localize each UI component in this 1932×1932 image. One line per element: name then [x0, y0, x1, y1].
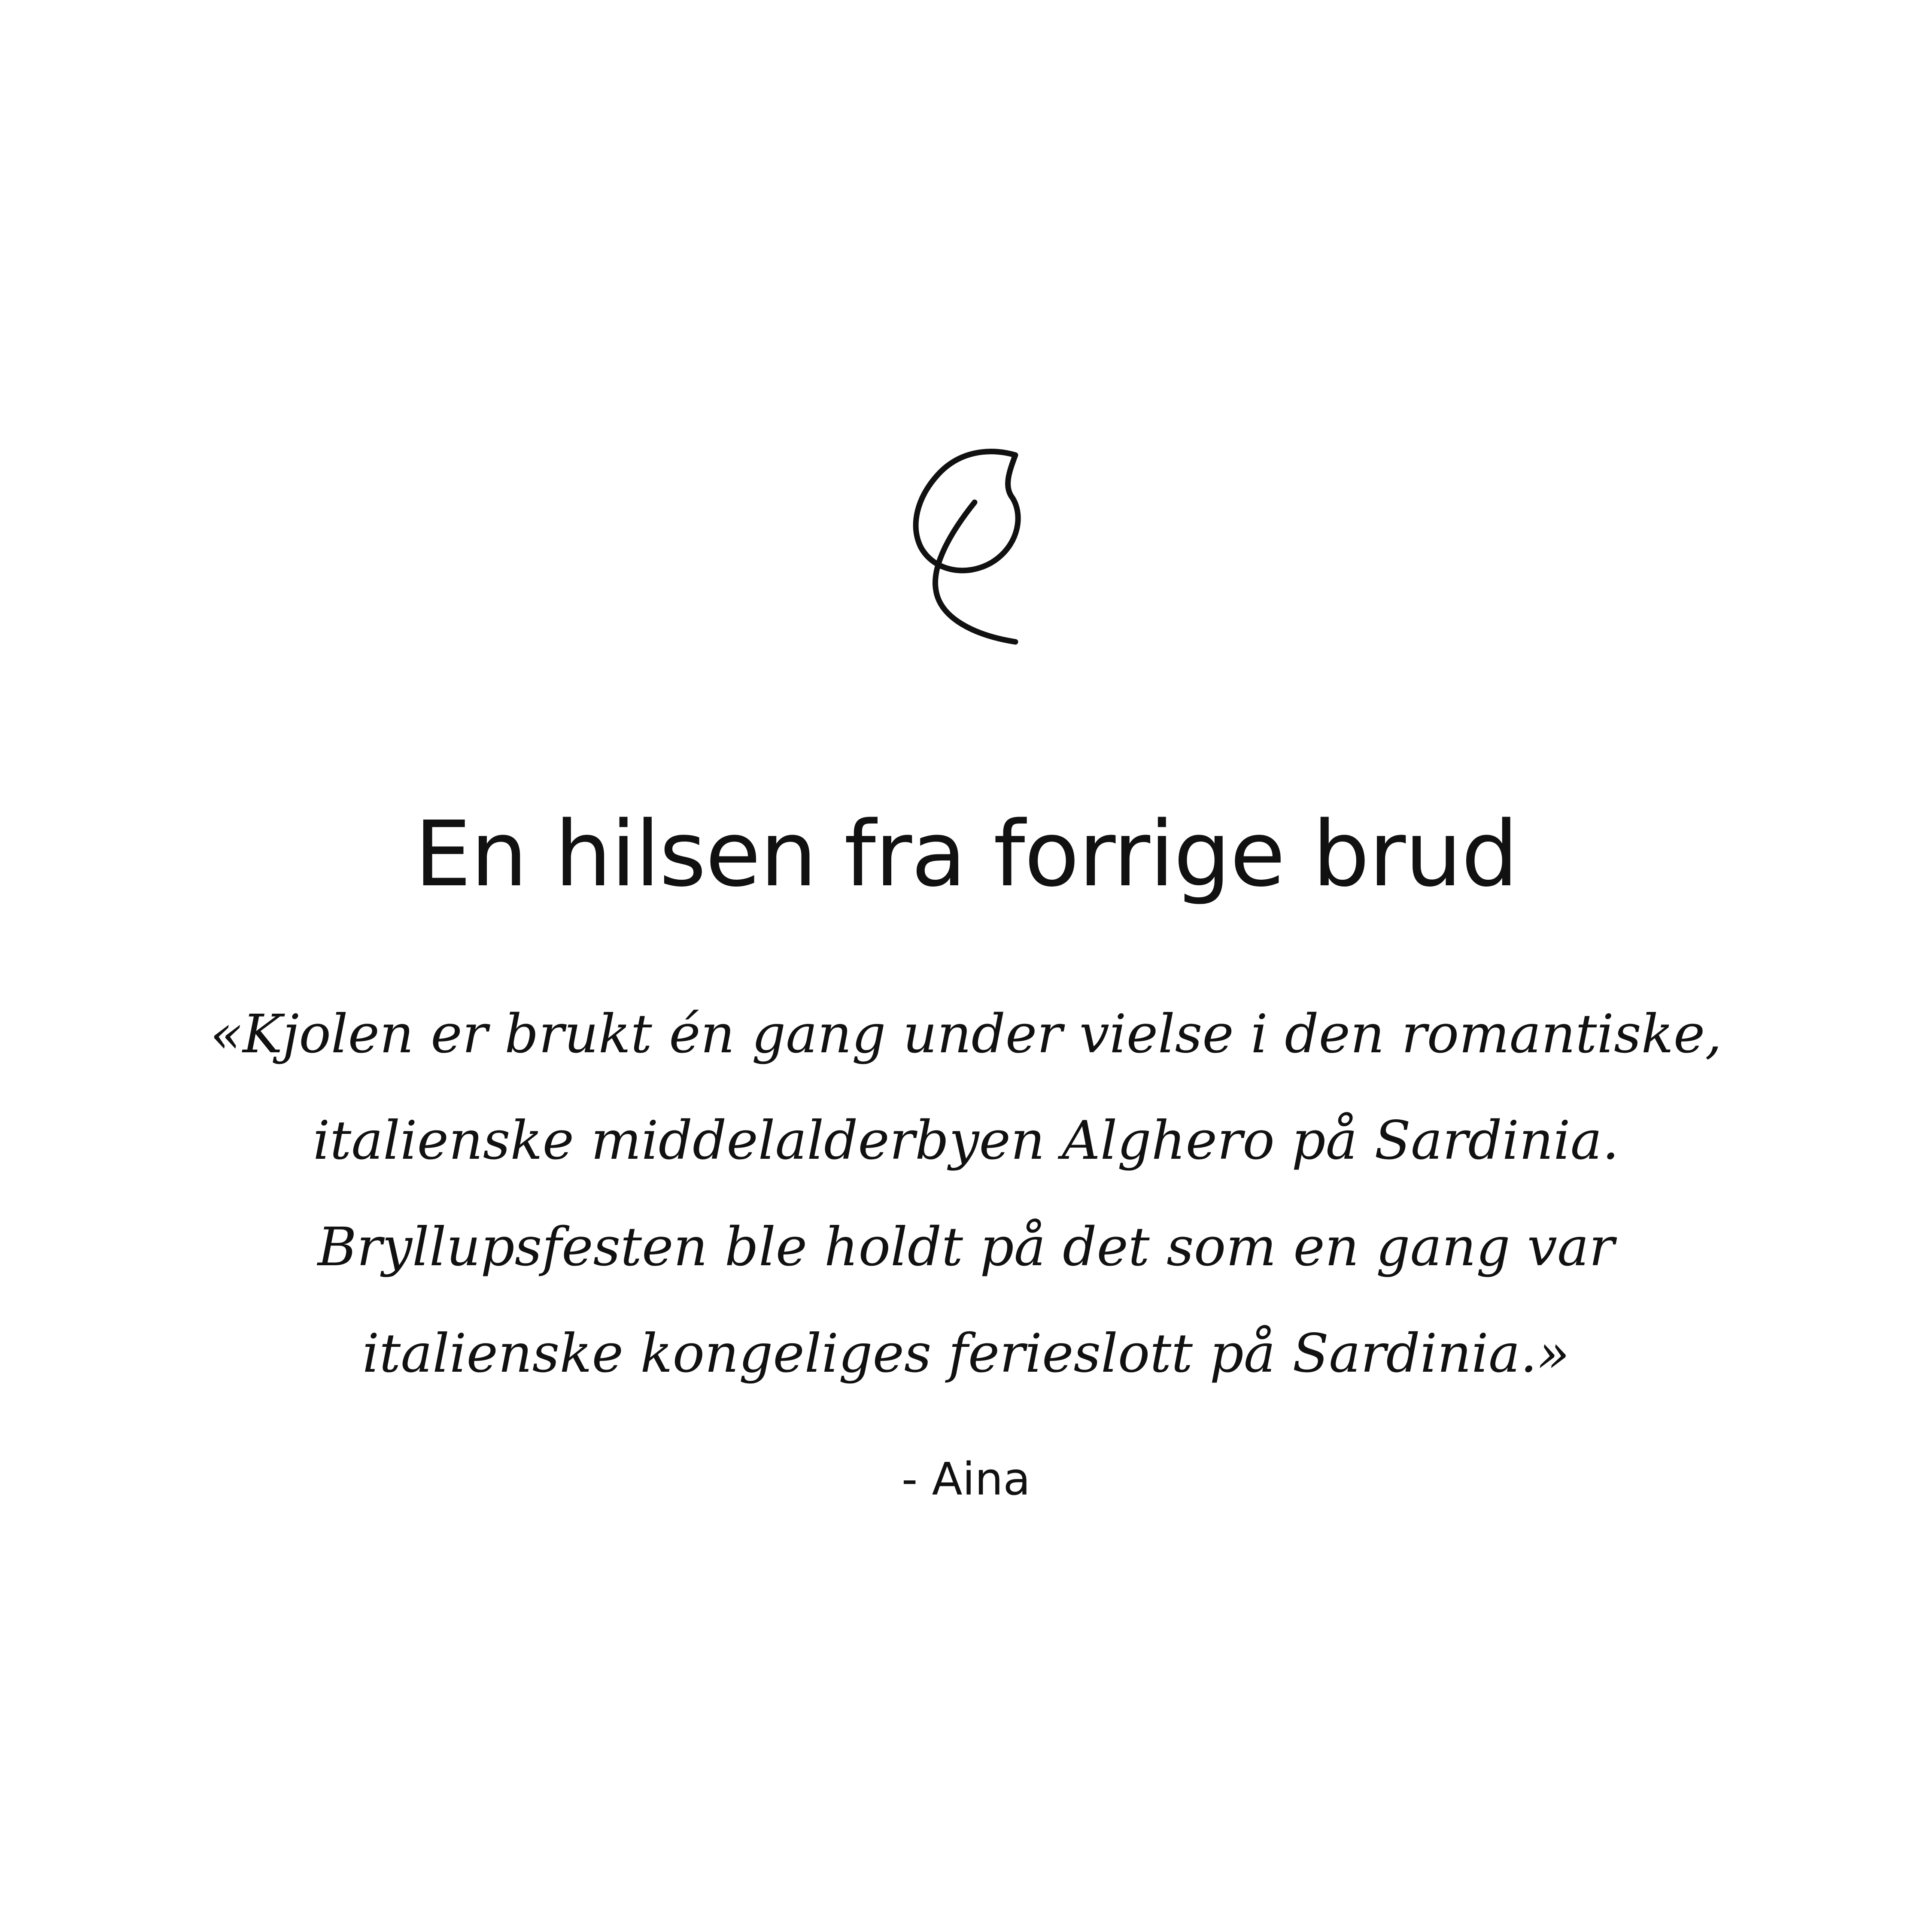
leaf-icon — [902, 442, 1030, 648]
testimonial-quote — [193, 981, 1739, 1407]
quote-line: italienske middelalderbyen Alghero på Sardinia. — [313, 1110, 1619, 1172]
quote-line: «Kjolen er brukt én gang under vielse i den romantiske, — [210, 1003, 1722, 1065]
quote-line: italienske kongeliges ferieslott på Sardinia.» — [362, 1323, 1570, 1385]
page-title: En hilsen fra forrige brud — [414, 802, 1518, 907]
quote-line: Bryllupsfesten ble holdt på det som en gang var — [317, 1216, 1615, 1278]
quote-author: - Aina — [901, 1453, 1031, 1505]
